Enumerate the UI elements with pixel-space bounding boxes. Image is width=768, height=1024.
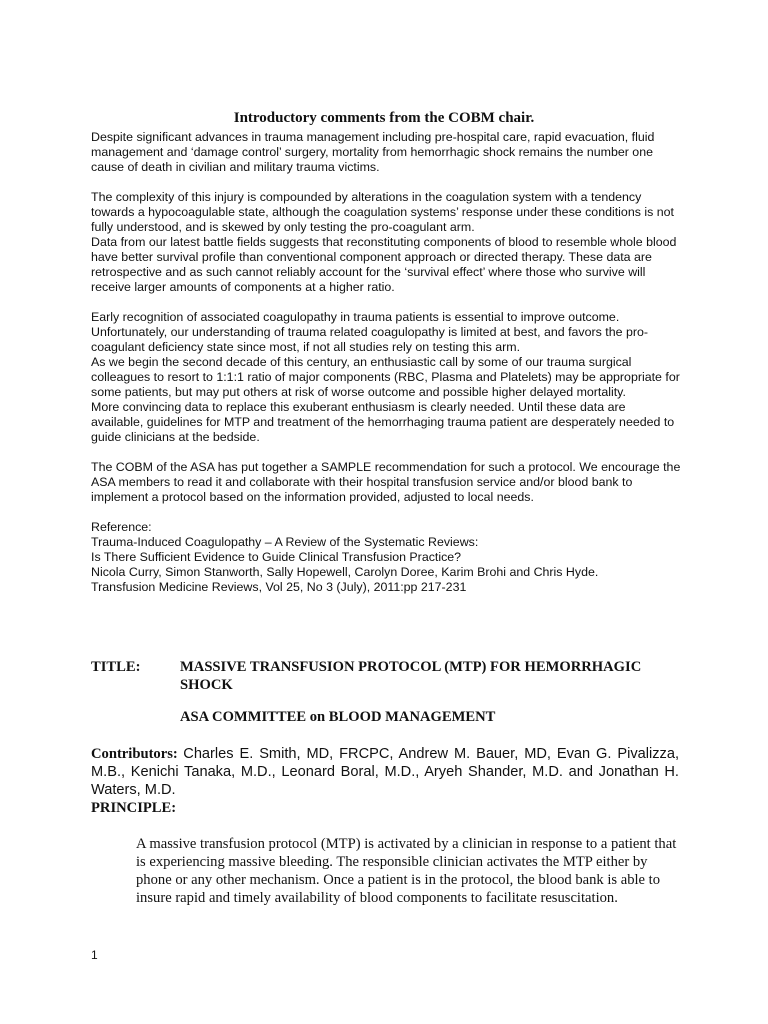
intro-paragraph: Early recognition of associated coagulopathy in trauma patients is essential to improve outcome. Unfortunately, our understanding of trauma related coagulopathy is limited at best, and favors the pro-coagulant deficiency state since most, if not all studies rely on testing this arm. bbox=[91, 310, 648, 354]
intro-paragraph: Despite significant advances in trauma management including pre-hospital care, rapid evacuation, fluid management and ‘damage control’ surgery, mortality from hemorrhagic shock remains the number one cause of death in civilian and military trauma victims. bbox=[91, 130, 655, 174]
reference-label: Reference: bbox=[91, 520, 152, 534]
intro-body bbox=[91, 130, 681, 595]
intro-title: Introductory comments from the COBM chair. bbox=[233, 110, 535, 126]
principle-paragraph: A massive transfusion protocol (MTP) is activated by a clinician in response to a patient that is experiencing massive bleeding. The responsible clinician activates the MTP either by phone or any other mechanism. Once a patient is in the protocol, the blood bank is able to insure rapid and timely availability of blood components to facilitate resuscitation. bbox=[136, 836, 677, 906]
contributors-line bbox=[91, 745, 679, 799]
contributors-names: Charles E. Smith, MD, FRCPC, Andrew M. Bauer, MD, Evan G. Pivalizza, M.B., Kenichi Tanaka, M.D., Leonard Boral, M.D., Aryeh Shander, M.D. and Jonathan H. Waters, M.D. bbox=[91, 746, 679, 798]
contributors-label: Contributors: bbox=[91, 746, 178, 762]
reference-line: Transfusion Medicine Reviews, Vol 25, No 3 (July), 2011:pp 217-231 bbox=[91, 580, 467, 594]
intro-paragraph: The COBM of the ASA has put together a SAMPLE recommendation for such a protocol. We encourage the ASA members to read it and collaborate with their hospital transfusion service and/or blood bank to implement a protocol based on the information provided, adjusted to local needs. bbox=[91, 460, 681, 504]
reference-line: Nicola Curry, Simon Stanworth, Sally Hopewell, Carolyn Doree, Karim Brohi and Chris Hyde. bbox=[91, 565, 599, 579]
intro-paragraph: The complexity of this injury is compounded by alterations in the coagulation system with a tendency towards a hypocoagulable state, although the coagulation systems’ response under these conditions is not fully understood, and is skewed by only testing the pro-coagulant arm. bbox=[91, 190, 674, 234]
reference-line: Is There Sufficient Evidence to Guide Clinical Transfusion Practice? bbox=[91, 550, 462, 564]
reference-block bbox=[91, 520, 681, 595]
title-label: TITLE: bbox=[91, 659, 141, 675]
intro-paragraph: As we begin the second decade of this century, an enthusiastic call by some of our trauma surgical colleagues to resort to 1:1:1 ratio of major components (RBC, Plasma and Platelets) may be appropriate for some patients, but may put others at risk of worse outcome and possible higher delayed mortality. bbox=[91, 355, 680, 399]
reference-line: Trauma-Induced Coagulopathy – A Review of the Systematic Reviews: bbox=[91, 535, 479, 549]
committee-name: ASA COMMITTEE on BLOOD MANAGEMENT bbox=[180, 709, 496, 725]
intro-paragraph: Data from our latest battle fields suggests that reconstituting components of blood to resemble whole blood have better survival profile than conventional component approach or directed therapy. These data are retrospective and as such cannot reliably account for the ‘survival effect’ where those who survive will receive larger amounts of components at a higher ratio. bbox=[91, 235, 677, 294]
protocol-title: MASSIVE TRANSFUSION PROTOCOL (MTP) FOR HEMORRHAGIC SHOCK bbox=[180, 659, 642, 693]
principle-heading: PRINCIPLE: bbox=[91, 800, 177, 816]
intro-paragraph: More convincing data to replace this exuberant enthusiasm is clearly needed. Until these data are available, guidelines for MTP and treatment of the hemorrhaging trauma patient are desperately needed to guide clinicians at the bedside. bbox=[91, 400, 675, 444]
page-number: 1 bbox=[91, 948, 98, 962]
